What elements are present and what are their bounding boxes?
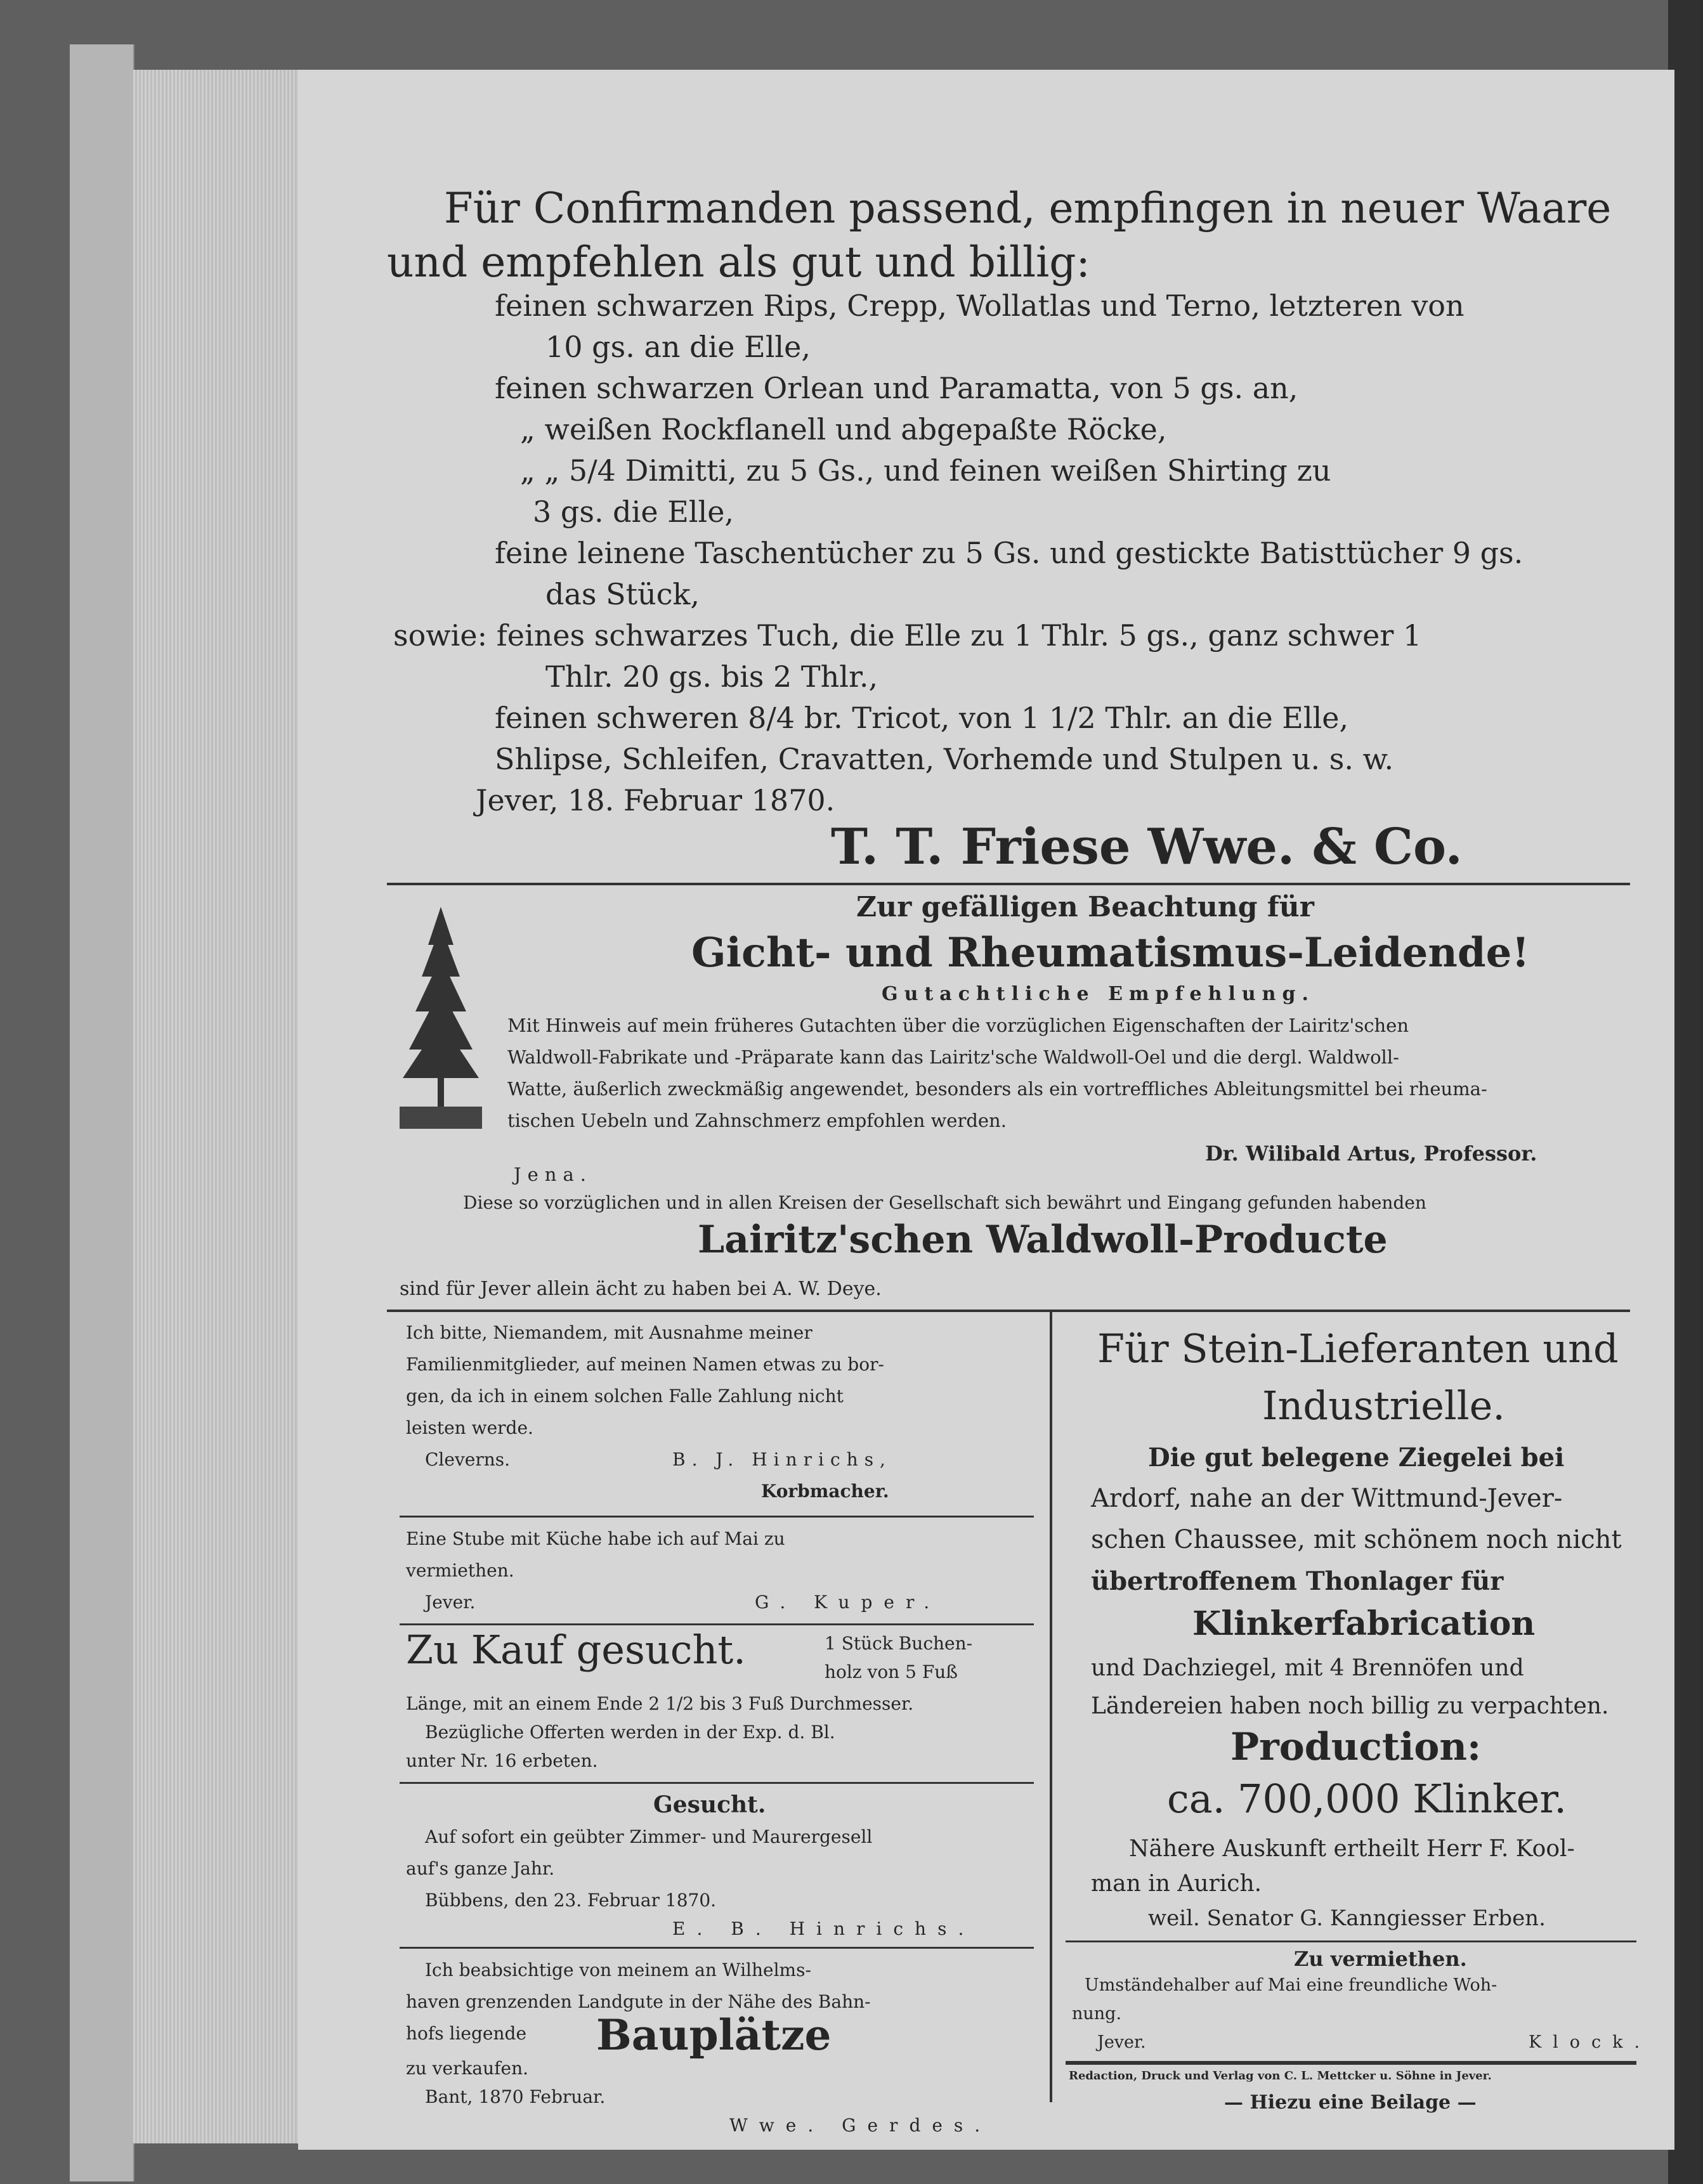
column-divider [1050, 1310, 1052, 2102]
divider [400, 1947, 1034, 1949]
vermiethen-place: Jever. [1097, 2032, 1146, 2052]
gicht-body: Watte, äußerlich zweckmäßig angewendet, besonders als ein vortreffliches Ableitungsmittel bei rheuma- [507, 1078, 1487, 1100]
vermiethen-line: nung. [1072, 2004, 1122, 2024]
bauplaetze-line: Ich beabsichtige von meinem an Wilhelms- [425, 1960, 811, 1980]
stein-line: Die gut belegene Ziegelei bei [1148, 1443, 1565, 1472]
page-stack-edge [133, 70, 298, 2143]
gicht-intro: Zur gefälligen Beachtung für [856, 891, 1314, 923]
divider [400, 1782, 1034, 1784]
gicht-line: Diese so vorzüglichen und in allen Kreisen der Gesellschaft sich bewährt und Eingang gefunden habenden [463, 1192, 1426, 1213]
hinrichs-line: leisten werde. [406, 1417, 533, 1438]
vermiethen-name: Klock. [1529, 2032, 1652, 2052]
zukauf-line: Länge, mit an einem Ende 2 1/2 bis 3 Fuß Durchmesser. [406, 1693, 914, 1714]
waldwoll-seller: sind für Jever allein ächt zu haben bei A. W. Deye. [400, 1278, 882, 1300]
stein-line: Ländereien haben noch billig zu verpachten. [1091, 1693, 1609, 1719]
confirmanden-headline: Für Confirmanden passend, empfingen in neuer Waare [444, 184, 1612, 233]
gesucht-name: E. B. Hinrichs. [672, 1918, 975, 1939]
confirmanden-line: feinen schwarzen Orlean und Paramatta, von 5 gs. an, [495, 371, 1298, 405]
stein-amount: ca. 700,000 Klinker. [1167, 1776, 1567, 1822]
gesucht-title: Gesucht. [653, 1791, 766, 1818]
waldwoll-product: Lairitz'schen Waldwoll-Producte [698, 1218, 1388, 1262]
bauplaetze-name: Wwe. Gerdes. [729, 2115, 992, 2136]
hinrichs-line: Ich bitte, Niemandem, mit Ausnahme meiner [406, 1322, 812, 1343]
gesucht-line: Auf sofort ein geübter Zimmer- und Maurergesell [425, 1826, 873, 1847]
book-cover-edge [70, 44, 134, 2181]
stein-line: schen Chaussee, mit schönem noch nicht [1091, 1525, 1622, 1554]
gesucht-date: Bübbens, den 23. Februar 1870. [425, 1890, 717, 1911]
confirmanden-line: feinen schwarzen Rips, Crepp, Wollatlas und Terno, letzteren von [495, 289, 1465, 323]
zukauf-side: 1 Stück Buchen- [825, 1633, 973, 1654]
hinrichs-name: B. J. Hinrichs, [672, 1449, 892, 1470]
confirmanden-line: Shlipse, Schleifen, Cravatten, Vorhemde und Stulpen u. s. w. [495, 742, 1394, 776]
confirmanden-line: „ „ 5/4 Dimitti, zu 5 Gs., und feinen weißen Shirting zu [520, 453, 1331, 488]
divider [387, 1310, 1630, 1312]
kuper-place: Jever. [425, 1592, 476, 1613]
zukauf-line: Bezügliche Offerten werden in der Exp. d. Bl. [425, 1722, 835, 1743]
vermiethen-title: Zu vermiethen. [1294, 1947, 1467, 1971]
stein-title: Industrielle. [1262, 1382, 1505, 1429]
confirmanden-line: feinen schweren 8/4 br. Tricot, von 1 1/2 Thlr. an die Elle, [495, 701, 1349, 735]
stein-info: Nähere Auskunft ertheilt Herr F. Kool- [1129, 1836, 1575, 1862]
stein-line: Ardorf, nahe an der Wittmund-Jever- [1091, 1484, 1563, 1513]
gicht-place: Jena. [514, 1164, 592, 1185]
gicht-subtitle: Gutachtliche Empfehlung. [882, 983, 1315, 1005]
fir-tree-icon [393, 900, 488, 1135]
hinrichs-place: Cleverns. [425, 1449, 511, 1470]
bauplaetze-line: hofs liegende [406, 2023, 527, 2044]
confirmanden-line: feine leinene Taschentücher zu 5 Gs. und gestickte Batisttücher 9 gs. [495, 536, 1524, 570]
bauplaetze-title: Bauplätze [596, 2010, 832, 2060]
confirmanden-line: 3 gs. die Elle, [533, 495, 734, 529]
divider [387, 883, 1630, 885]
gicht-body: tischen Uebeln und Zahnschmerz empfohlen werden. [507, 1110, 1007, 1131]
confirmanden-line: Thlr. 20 gs. bis 2 Thlr., [545, 660, 878, 694]
divider [400, 1516, 1034, 1518]
confirmanden-line: das Stück, [545, 577, 700, 611]
gicht-signature: Dr. Wilibald Artus, Professor. [1205, 1141, 1537, 1166]
stein-production: Production: [1230, 1725, 1482, 1769]
hinrichs-line: Familienmitglieder, auf meinen Namen etwas zu bor- [406, 1354, 884, 1375]
stein-line: und Dachziegel, mit 4 Brennöfen und [1091, 1655, 1524, 1681]
confirmanden-line: „ weißen Rockflanell und abgepaßte Röcke, [520, 412, 1167, 446]
confirmanden-headline-2: und empfehlen als gut und billig: [387, 238, 1090, 287]
divider [400, 1623, 1034, 1625]
bauplaetze-line: zu verkaufen. [406, 2058, 529, 2079]
confirmanden-place-date: Jever, 18. Februar 1870. [476, 783, 835, 817]
beilage-note: — Hiezu eine Beilage — [1224, 2091, 1477, 2114]
newspaper-page [298, 70, 1674, 2150]
vermiethen-line: Umständehalber auf Mai eine freundliche Woh- [1085, 1975, 1497, 1995]
confirmanden-line: 10 gs. an die Elle, [545, 330, 811, 364]
stein-info: man in Aurich. [1091, 1871, 1262, 1897]
divider [1066, 2061, 1636, 2065]
zukauf-side: holz von 5 Fuß [825, 1661, 958, 1682]
stein-title: Für Stein-Lieferanten und [1097, 1325, 1619, 1372]
kuper-text: Eine Stube mit Küche habe ich auf Mai zu [406, 1528, 785, 1549]
stein-sender: weil. Senator G. Kanngiesser Erben. [1148, 1906, 1546, 1931]
hinrichs-line: gen, da ich in einem solchen Falle Zahlung nicht [406, 1386, 844, 1407]
gicht-title: Gicht- und Rheumatismus-Leidende! [691, 929, 1530, 977]
imprint: Redaction, Druck und Verlag von C. L. Mettcker u. Söhne in Jever. [1069, 2069, 1492, 2083]
gicht-body: Waldwoll-Fabrikate und -Präparate kann das Lairitz'sche Waldwoll-Oel und die dergl. Waldwoll- [507, 1046, 1399, 1068]
divider [1066, 1940, 1636, 1942]
hinrichs-title: Korbmacher. [761, 1481, 889, 1502]
zukauf-title: Zu Kauf gesucht. [406, 1627, 746, 1673]
confirmanden-line: sowie: feines schwarzes Tuch, die Elle zu 1 Thlr. 5 gs., ganz schwer 1 [393, 618, 1422, 653]
stein-big: Klinkerfabrication [1192, 1604, 1536, 1643]
gicht-body: Mit Hinweis auf mein früheres Gutachten über die vorzüglichen Eigenschaften der Lairitz'schen [507, 1015, 1409, 1036]
zukauf-line: unter Nr. 16 erbeten. [406, 1750, 598, 1771]
gesucht-line: auf's ganze Jahr. [406, 1858, 555, 1879]
stein-line: übertroffenem Thonlager für [1091, 1566, 1504, 1596]
bauplaetze-date: Bant, 1870 Februar. [425, 2086, 606, 2107]
kuper-name: G. Kuper. [755, 1592, 941, 1613]
bauplaetze-line: haven grenzenden Landgute in der Nähe des Bahn- [406, 1991, 871, 2012]
firm-name: T. T. Friese Wwe. & Co. [831, 818, 1463, 876]
kuper-text: vermiethen. [406, 1560, 514, 1581]
